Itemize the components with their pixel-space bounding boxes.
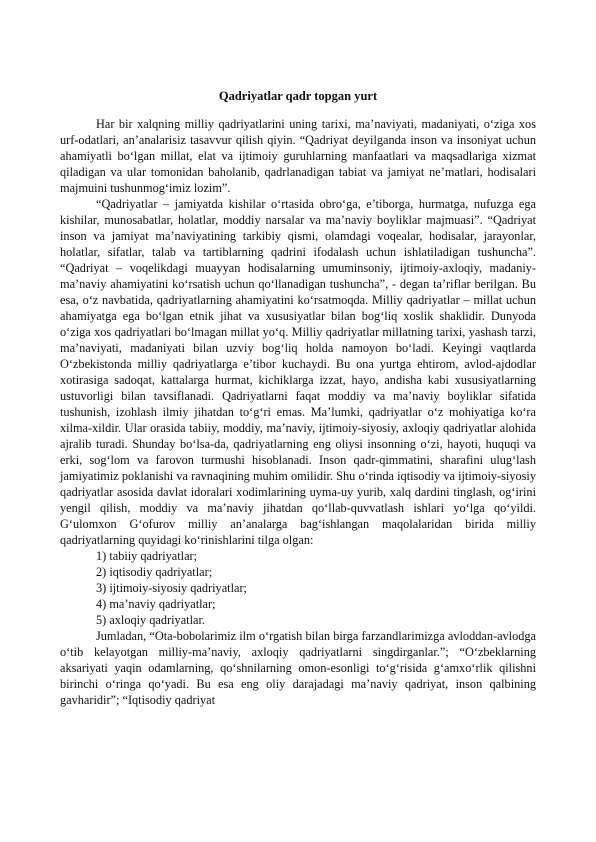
list-item: 5) axloqiy qadriyatlar. [96,613,205,627]
list-item: 1) tabiiy qadriyatlar; [96,549,198,563]
document-title: Qadriyatlar qadr topgan yurt [218,89,378,103]
document-page [60,88,536,708]
values-list [60,548,536,628]
paragraph-definition: Har bir xalqning milliy qadriyatlarini uning tarixi, ma’naviyati, madaniyati, o‘ziga xos urf-odatlari, an’analarisiz tasavvur qilish qiyin. “Qadriyat deyilganda inson va insoniyat uchun ahamiyatli bo‘lgan millat, elat va ijtimoiy guruhlarning manfaatlari va maqsadlariga xizmat qiladigan va ular tomonidan baholanib, qadrlanadigan tabiat va jamiyat ne’matlari, hodisalari majmuini tushunmog‘imiz lozim”. [60,117,536,195]
paragraph-closing: Jumladan, “Ota-bobolarimiz ilm o‘rgatish bilan birga farzandlarimizga avloddan-avlodga o‘tib kelayotgan milliy-ma’naviy, axloqiy qadriyatlarni singdirganlar.”; “O‘zbeklarning aksariyati yaqin odamlarning, qo‘shnilarning omon-esonligi to‘g‘risida g‘amxo‘rlik qilishni birinchi o‘ringa qo‘yadi. Bu esa eng oliy darajadagi ma’naviy qadriyat, inson qalbining gavharidir”; “Iqtisodiy qadriyat [60,629,536,707]
list-item: 4) ma’naviy qadriyatlar; [96,597,216,611]
paragraph-values-overview: “Qadriyatlar – jamiyatda kishilar o‘rtasida obro‘ga, e’tiborga, hurmatga, nufuzga ega kishilar, munosabatlar, holatlar, moddiy narsalar va ma’naviy boyliklar majmuasi”. “Qadriyat inson va jamiyat ma’naviyatining tarkibiy qismi, olamdagi voqealar, hodisalar, jarayonlar, holatlar, sifatlar, talab va tartiblarning qadrini ifodalash uchun ishlatiladigan tushuncha”. “Qadriyat – voqelikdagi muayyan hodisalarning umuminsoniy, ijtimoiy-axloqiy, madaniy-ma’naviy ahamiyatini ko‘rsatish uchun qo‘llanadigan tushuncha”, - degan ta’riflar berilgan. Bu esa, o‘z navbatida, qadriyatlarning ahamiyatini ko‘rsatmoqda. Milliy qadriyatlar – millat uchun ahamiyatga ega bo‘lgan etnik jihat va xususiyatlar bilan bog‘liq xoslik shaklidir. Dunyoda o‘ziga xos qadriyatlari bo‘lmagan millat yo‘q. Milliy qadriyatlar millatning tarixi, yashash tarzi, ma’naviyati, madaniyati bilan uzviy bog‘liq holda namoyon bo‘ladi. Keyingi vaqtlarda O‘zbekistonda milliy qadriyatlarga e’tibor kuchaydi. Bu ona yurtga ehtirom, avlod-ajdodlar xotirasiga sadoqat, kattalarga hurmat, kichiklarga izzat, hayo, andisha kabi xususiyatlarning ustuvorligi bilan tavsiflanadi. Qadriyatlarni faqat moddiy va ma’naviy boyliklar sifatida tushunish, izohlash ilmiy jihatdan to‘g‘ri emas. Ma’lumki, qadriyatlar o‘z mohiyatiga ko‘ra xilma-xildir. Ular orasida tabiiy, moddiy, ma’naviy, ijtimoiy-siyosiy, axloqiy qadriyatlar alohida ajralib turadi. Shunday bo‘lsa-da, qadriyatlarning eng oliysi insonning o‘zi, hayoti, huquqi va erki, sog‘lom va farovon turmushi hisoblanadi. Inson qadr-qimmatini, sharafini ulug‘lash jamiyatimiz poklanishi va ravnaqining muhim omilidir. Shu o‘rinda iqtisodiy va ijtimoiy-siyosiy qadriyatlar asosida davlat idoralari xodimlarining uyma-uy yurib, xalq dardini tinglash, og‘irini yengil qilish, moddiy va ma’naviy jihatdan qo‘llab-quvvatlash ishlari yo‘lga qo‘yildi. G‘ulomxon G‘ofurov milliy an’analarga bag‘ishlangan maqolalaridan birida milliy qadriyatlarning quyidagi ko‘rinishlarini tilga olgan: [60,197,536,547]
list-item: 2) iqtisodiy qadriyatlar; [96,565,213,579]
list-item: 3) ijtimoiy-siyosiy qadriyatlar; [96,581,247,595]
